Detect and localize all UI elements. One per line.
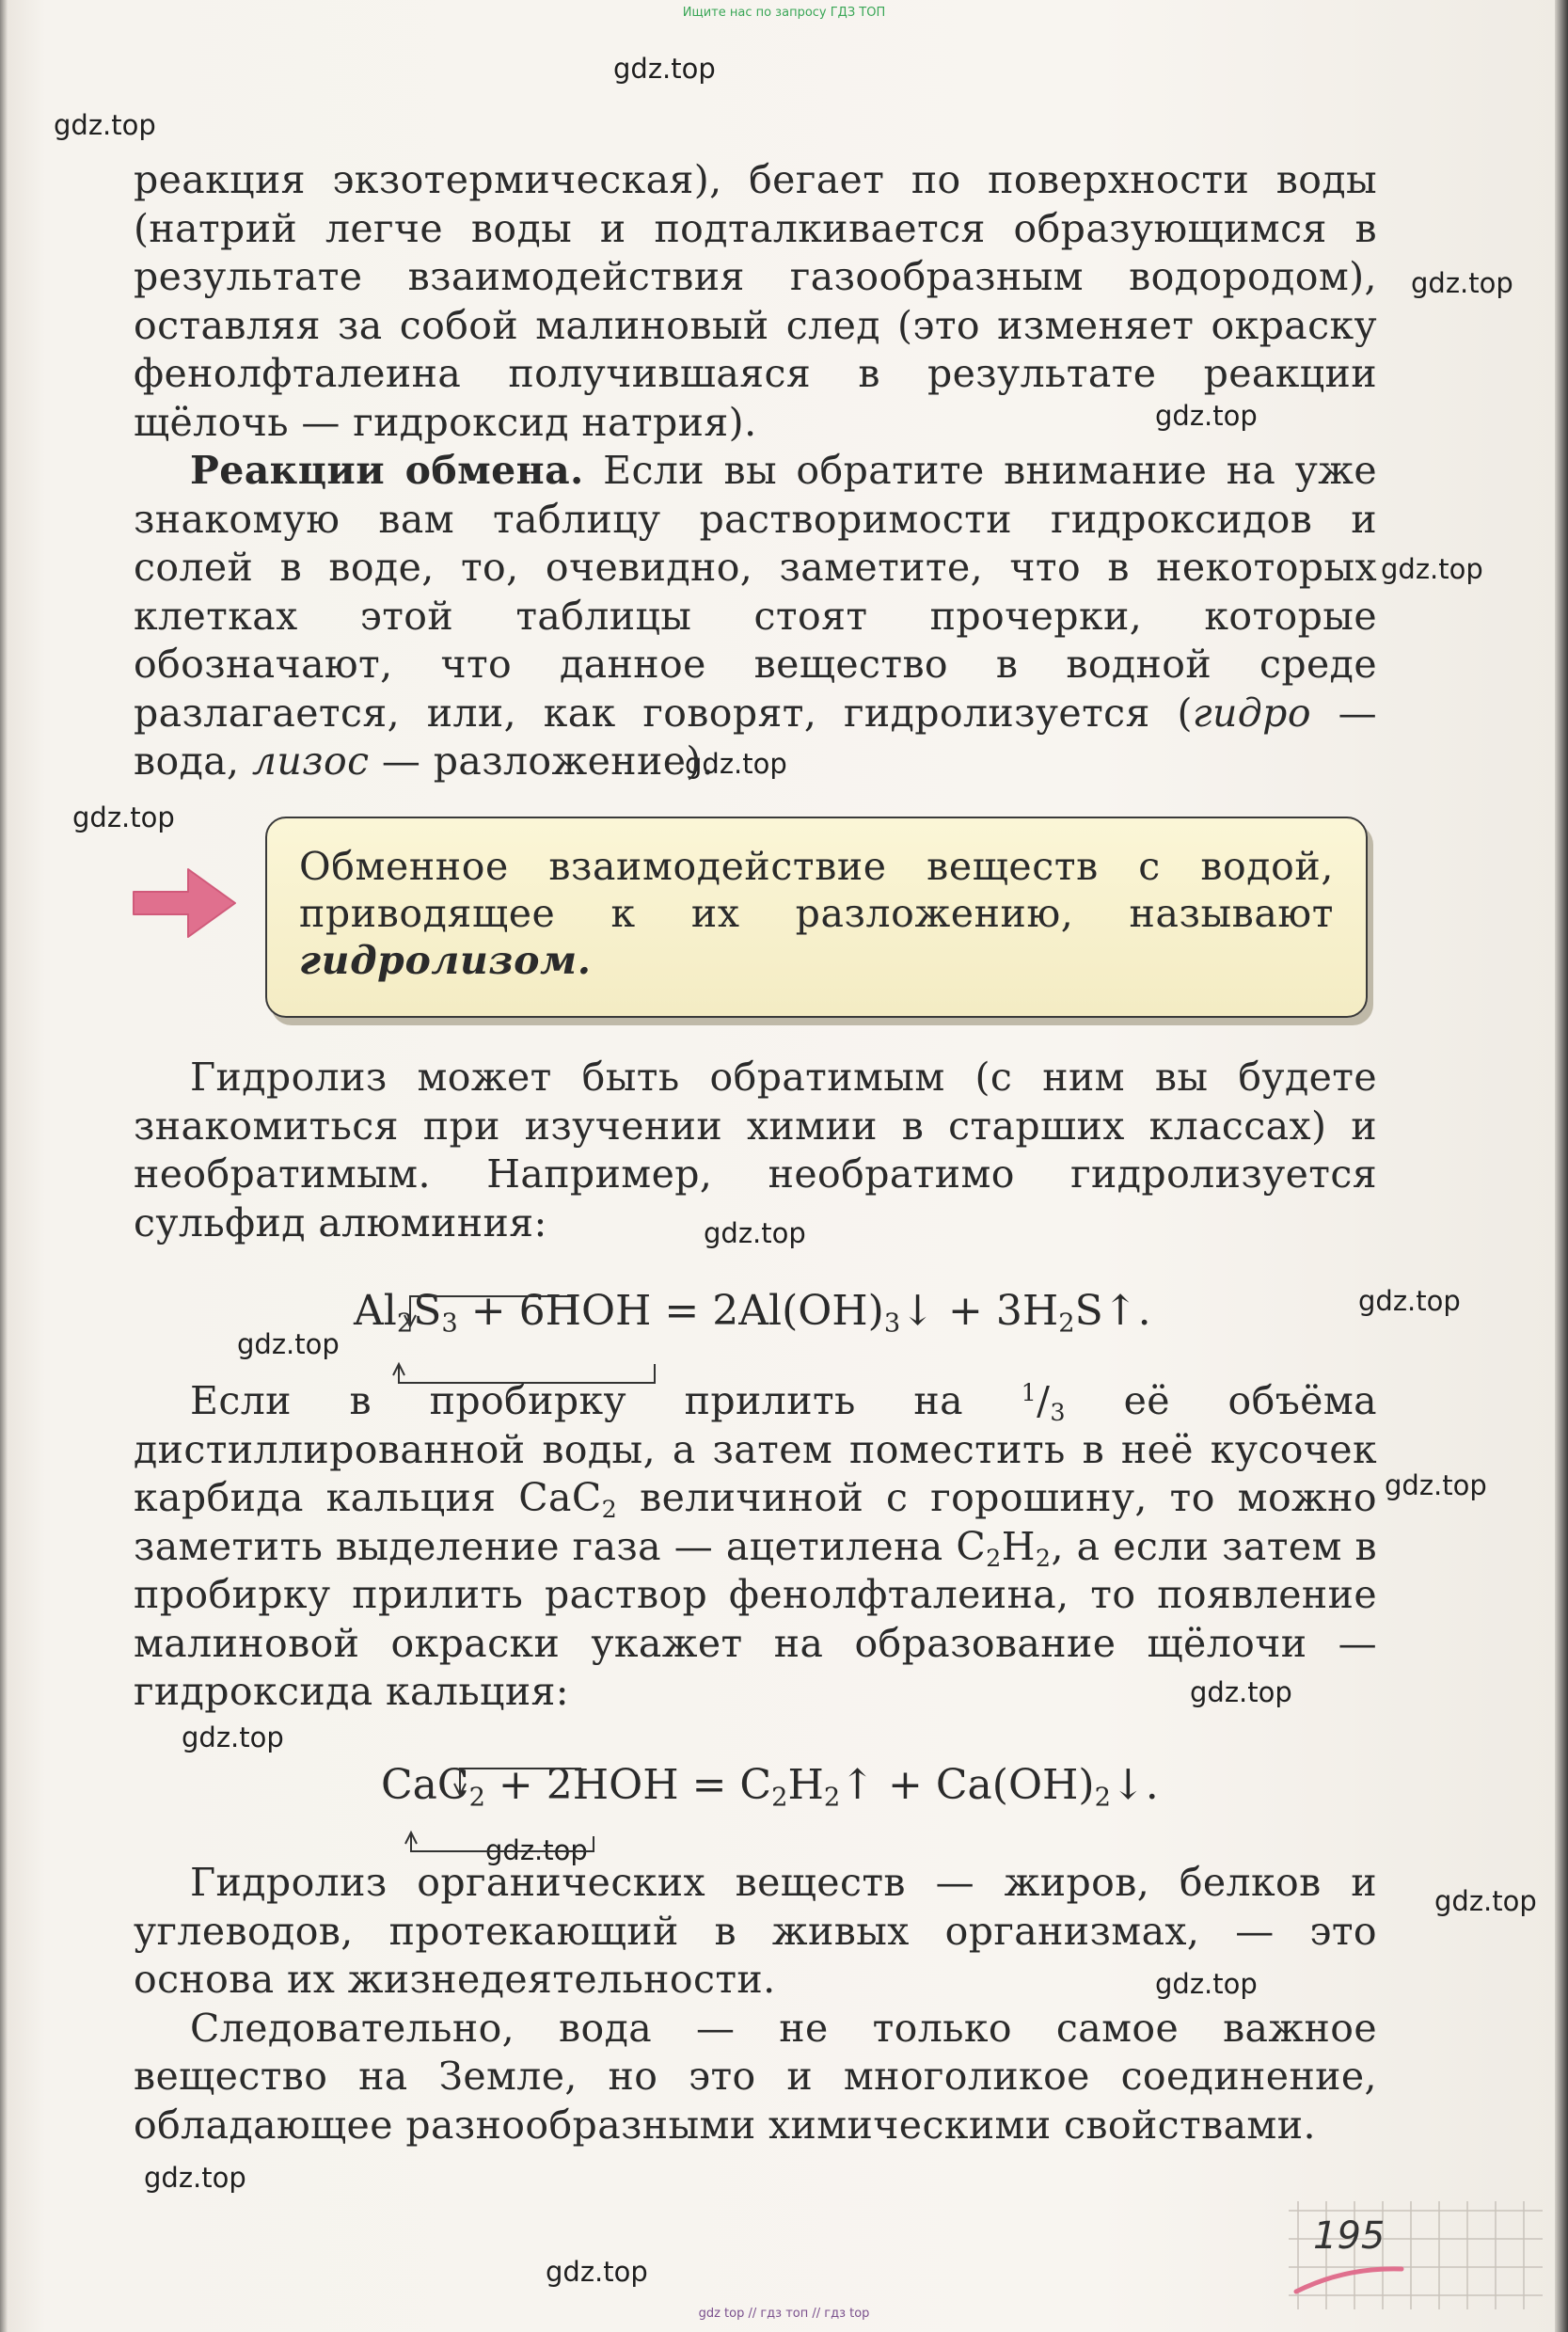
arrow-right-icon [130,864,241,943]
paragraph: Гидролиз может быть обратимым (с ним вы будете знакомиться при изучении химии в старших классах) и необратимым. Например, необратимо гидролизуется сульфид алюминия: [134,1055,1377,1245]
text-block-hydrolysis [134,1054,1377,1247]
watermark: gdz.top [1381,553,1483,585]
paragraph: Следовательно, вода — не только самое важное вещество на Земле, но это и многоликое соединение, обладающее разнообразными химическими свойствами. [134,2005,1377,2148]
definition-text: Обменное взаимодействие веществ с водой, приводящее к их разложению, называют гидролизом. [299,844,1334,983]
watermark: gdz.top [1385,1469,1487,1501]
watermark: gdz.top [1434,1885,1537,1917]
watermark: gdz.top [1155,1968,1258,2000]
watermark: gdz.top [1190,1676,1292,1708]
watermark: gdz.top [613,53,716,85]
top-banner[interactable]: Ищите нас по запросу ГДЗ ТОП [682,6,886,20]
paragraph: Если в пробирку прилить на $^1/_3$ её объёма дистиллированной воды, а затем поместить в неё кусочек карбида кальция CaC$_2$ величиной с горошину, то можно заметить выделение газа — ацетилена $C_2H_2$, а если затем в пробирку прилить раствор фенолфталеина, то появление малиновой окраски укажет на образование щёлочи — гидроксида кальция: [134,1378,1377,1714]
watermark: gdz.top [1358,1285,1461,1317]
watermark: gdz.top [54,109,156,141]
equation-calcium-carbide: $CaC_2 + 2HOH = C_2H_2↑$ + $Ca(OH)_2↓$. [381,1761,1159,1809]
equation-brackets [381,1761,607,1846]
watermark: gdz.top [685,748,787,780]
equation-aluminium-sulfide: $Al_2S_3 + 6HOH$ = $2Al(OH)_3↓$ + $3H_2S↑$. [354,1287,1151,1335]
text-block-top [134,156,1377,786]
watermark: gdz.top [546,2256,648,2288]
watermark: gdz.top [1155,400,1258,432]
watermark: gdz.top [72,801,175,833]
page-right-edge [1555,0,1568,2332]
page-number: 195 [1313,2214,1386,2258]
text-block-bottom [134,1859,1377,2150]
paragraph-reactions-exchange: Реакции обмена. Если вы обратите внимание на уже знакомую вам таблицу растворимости гидроксидов и солей в воде, то, очевидно, заметите, что в некоторых клетках этой таблицы стоят прочерки, которые обозначают, что данное вещество в водной среде разлагается, или, как говорят, гидролизуется (гидро — вода, лизос — разложение). [134,448,1378,784]
watermark: gdz.top [144,2162,246,2194]
section-heading: Реакции обмена. [190,448,584,493]
watermark: gdz.top [182,1721,284,1753]
definition-term: гидролизом. [299,938,592,983]
watermark: gdz.top [1411,267,1513,299]
page-left-edge [0,0,8,2332]
paragraph: реакция экзотермическая), бегает по поверхности воды (натрий легче воды и подталкивается образующимся в результате взаимодействия газообразным водородом), оставляя за собой малиновый след (это изменяет окраску фенолфталеина получившаяся в результате реакции щёлочь — гидроксид натрия). [134,157,1377,445]
page-number-area [1289,2201,1552,2314]
watermark: gdz.top [237,1328,340,1360]
text-block-calcium-carbide [134,1377,1377,1717]
equation-brackets [354,1287,664,1372]
paragraph: Гидролиз органических веществ — жиров, белков и углеводов, протекающий в живых организмах, — это основа их жизнедеятельности. [134,1860,1377,2002]
bottom-banner[interactable]: gdz top // гдз топ // гдз top [698,2307,870,2321]
watermark: gdz.top [485,1834,588,1866]
watermark: gdz.top [704,1217,806,1249]
